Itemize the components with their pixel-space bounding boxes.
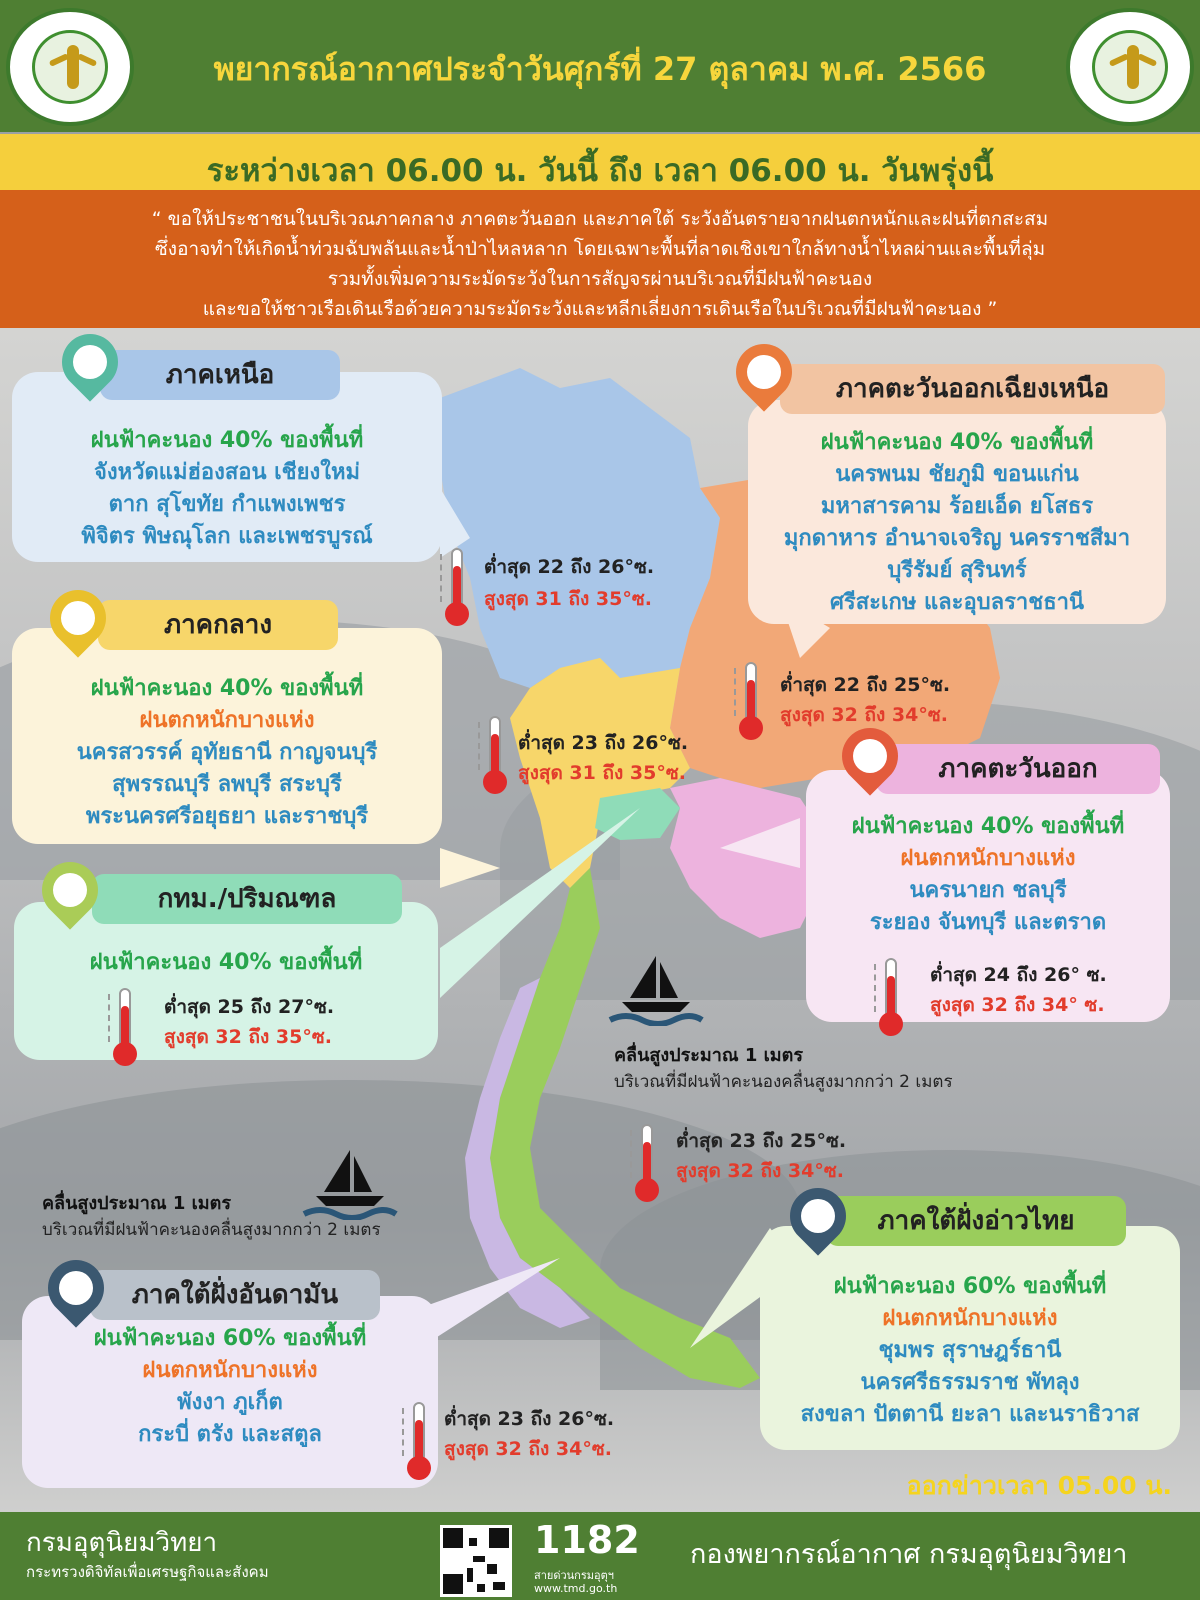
forecast-line: ตาก สุโขทัย กำแพงเพชร bbox=[108, 492, 346, 517]
region-northeast-callout bbox=[748, 400, 1166, 624]
temperature-low: ต่ำสุด 23 ถึง 26°ซ. bbox=[518, 732, 689, 754]
callout-pointer bbox=[440, 848, 500, 888]
footer-ministry: กระทรวงดิจิทัลเพื่อเศรษฐกิจและสังคม bbox=[26, 1563, 269, 1581]
temperature-high: สูงสุด 31 ถึง 35°ซ. bbox=[484, 588, 652, 610]
region-south-andaman-callout bbox=[22, 1296, 438, 1488]
wave-height-note: บริเวณที่มีฝนฟ้าคะนองคลื่นสูงมากกว่า 2 เมตร bbox=[42, 1220, 381, 1240]
website-link[interactable]: www.tmd.go.th bbox=[534, 1582, 618, 1595]
forecast-line: พังงา ภูเก็ต bbox=[177, 1390, 283, 1415]
forecast-line: ฝนตกหนักบางแห่ง bbox=[142, 1358, 318, 1383]
temperature-high: สูงสุด 32 ถึง 35°ซ. bbox=[164, 1026, 332, 1048]
thermometer-icon bbox=[108, 986, 142, 1066]
region-north-shape bbox=[440, 368, 720, 688]
temperature-high: สูงสุด 31 ถึง 35°ซ. bbox=[518, 762, 686, 784]
thermometer-icon bbox=[630, 1122, 664, 1202]
forecast-line: ฝนฟ้าคะนอง 40% ของพื้นที่ bbox=[89, 950, 363, 975]
hotline-label: สายด่วนกรมอุตุฯ bbox=[534, 1569, 614, 1582]
thermometer-icon bbox=[734, 660, 768, 740]
footer-office: กองพยากรณ์อากาศ กรมอุตุนิยมวิทยา bbox=[690, 1539, 1128, 1570]
wave-height-title: คลื่นสูงประมาณ 1 เมตร bbox=[614, 1045, 804, 1066]
temperature-high: สูงสุด 32 ถึง 34°ซ. bbox=[676, 1160, 844, 1182]
sailboat-icon bbox=[300, 1148, 400, 1220]
warning-line: ซึ่งอาจทำให้เกิดน้ำท่วมฉับพลันและน้ำป่าไหลหลาก โดยเฉพาะพื้นที่ลาดเชิงเขาใกล้ทางน้ำไหลผ่านและพื้นที่ลุ่ม bbox=[154, 238, 1046, 260]
forecast-line: นครพนม ชัยภูมิ ขอนแก่น bbox=[835, 462, 1079, 487]
tmd-logo bbox=[1066, 8, 1194, 126]
region-central-callout bbox=[12, 628, 442, 844]
temperature-low: ต่ำสุด 23 ถึง 26°ซ. bbox=[444, 1408, 615, 1430]
region-east-label: ภาคตะวันออก bbox=[876, 744, 1160, 794]
qr-code-icon[interactable] bbox=[440, 1525, 512, 1597]
forecast-period: ระหว่างเวลา 06.00 น. วันนี้ ถึง เวลา 06.00 น. วันพรุ่งนี้ bbox=[206, 153, 994, 189]
warning-line: รวมทั้งเพิ่มความระมัดระวังในการสัญจรผ่านบริเวณที่มีฝนฟ้าคะนอง bbox=[327, 268, 873, 290]
forecast-line: มุกดาหาร อำนาจเจริญ นครราชสีมา bbox=[783, 526, 1131, 551]
temperature-high: สูงสุด 32 ถึง 34° ซ. bbox=[930, 994, 1105, 1016]
temperature-low: ต่ำสุด 25 ถึง 27°ซ. bbox=[164, 996, 335, 1018]
forecast-line: พิจิตร พิษณุโลก และเพชรบูรณ์ bbox=[81, 524, 373, 549]
region-central-label: ภาคกลาง bbox=[98, 600, 338, 650]
forecast-line: กระบี่ ตรัง และสตูล bbox=[138, 1422, 322, 1447]
page-title: พยากรณ์อากาศประจำวันศุกร์ที่ 27 ตุลาคม พ.ศ. 2566 bbox=[213, 50, 987, 88]
forecast-line: ฝนฟ้าคะนอง 40% ของพื้นที่ bbox=[820, 430, 1094, 455]
forecast-line: สงขลา ปัตตานี ยะลา และนราธิวาส bbox=[800, 1402, 1140, 1427]
wave-height-note: บริเวณที่มีฝนฟ้าคะนองคลื่นสูงมากกว่า 2 เมตร bbox=[614, 1072, 953, 1092]
thermometer-icon bbox=[478, 714, 512, 794]
ministry-logo bbox=[6, 8, 134, 126]
region-north-callout bbox=[12, 372, 442, 562]
region-northeast-label: ภาคตะวันออกเฉียงเหนือ bbox=[780, 364, 1165, 414]
warning-line: “ ขอให้ประชาชนในบริเวณภาคกลาง ภาคตะวันออก และภาคใต้ ระวังอันตรายจากฝนตกหนักและฝนที่ตกสะสม bbox=[151, 208, 1049, 230]
region-south-andaman-label: ภาคใต้ฝั่งอันดามัน bbox=[90, 1270, 380, 1320]
temperature-high: สูงสุด 32 ถึง 34°ซ. bbox=[780, 704, 948, 726]
temperature-low: ต่ำสุด 22 ถึง 25°ซ. bbox=[780, 674, 951, 696]
warning-line: และขอให้ชาวเรือเดินเรือด้วยความระมัดระวังและหลีกเลี่ยงการเดินเรือในบริเวณที่มีฝนฟ้าคะนอง ” bbox=[202, 298, 998, 320]
forecast-line: ฝนตกหนักบางแห่ง bbox=[900, 846, 1076, 871]
issued-time: ออกข่าวเวลา 05.00 น. bbox=[906, 1471, 1172, 1500]
forecast-line: ฝนฟ้าคะนอง 40% ของพื้นที่ bbox=[90, 428, 364, 453]
forecast-line: นครศรีธรรมราช พัทลุง bbox=[860, 1370, 1080, 1395]
thermometer-icon bbox=[402, 1400, 436, 1480]
region-north-label: ภาคเหนือ bbox=[100, 350, 340, 400]
forecast-line: สุพรรณบุรี ลพบุรี สระบุรี bbox=[112, 772, 342, 797]
forecast-line: บุรีรัมย์ สุรินทร์ bbox=[887, 558, 1027, 583]
sailboat-icon bbox=[606, 954, 706, 1026]
forecast-line: มหาสารคาม ร้อยเอ็ด ยโสธร bbox=[820, 494, 1094, 519]
temperature-low: ต่ำสุด 22 ถึง 26°ซ. bbox=[484, 556, 655, 578]
temperature-low: ต่ำสุด 24 ถึง 26° ซ. bbox=[930, 964, 1107, 986]
forecast-line: ระยอง จันทบุรี และตราด bbox=[869, 910, 1107, 935]
forecast-line: นครสวรรค์ อุทัยธานี กาญจนบุรี bbox=[76, 740, 378, 765]
forecast-line: นครนายก ชลบุรี bbox=[909, 878, 1067, 903]
forecast-line: ฝนฟ้าคะนอง 40% ของพื้นที่ bbox=[851, 814, 1125, 839]
hotline-number: 1182 bbox=[534, 1518, 640, 1562]
thermometer-icon bbox=[874, 956, 908, 1036]
forecast-line: ฝนตกหนักบางแห่ง bbox=[882, 1306, 1058, 1331]
temperature-high: สูงสุด 32 ถึง 34°ซ. bbox=[444, 1438, 612, 1460]
temperature-low: ต่ำสุด 23 ถึง 25°ซ. bbox=[676, 1130, 847, 1152]
forecast-line: ศรีสะเกษ และอุบลราชธานี bbox=[829, 590, 1085, 615]
forecast-line: ฝนฟ้าคะนอง 60% ของพื้นที่ bbox=[93, 1326, 367, 1351]
forecast-line: ฝนตกหนักบางแห่ง bbox=[139, 708, 315, 733]
forecast-line: จังหวัดแม่ฮ่องสอน เชียงใหม่ bbox=[93, 460, 360, 485]
forecast-line: ฝนฟ้าคะนอง 40% ของพื้นที่ bbox=[90, 676, 364, 701]
forecast-line: พระนครศรีอยุธยา และราชบุรี bbox=[85, 804, 369, 829]
thermometer-icon bbox=[440, 546, 474, 626]
footer-department: กรมอุตุนิยมวิทยา bbox=[26, 1528, 218, 1558]
region-south-gulf-callout bbox=[760, 1226, 1180, 1450]
region-south-gulf-label: ภาคใต้ฝั่งอ่าวไทย bbox=[826, 1196, 1126, 1246]
forecast-line: ชุมพร สุราษฎร์ธานี bbox=[878, 1338, 1062, 1363]
wave-height-title: คลื่นสูงประมาณ 1 เมตร bbox=[42, 1193, 232, 1214]
forecast-line: ฝนฟ้าคะนอง 60% ของพื้นที่ bbox=[833, 1274, 1107, 1299]
region-bangkok-label: กทม./ปริมณฑล bbox=[92, 874, 402, 924]
